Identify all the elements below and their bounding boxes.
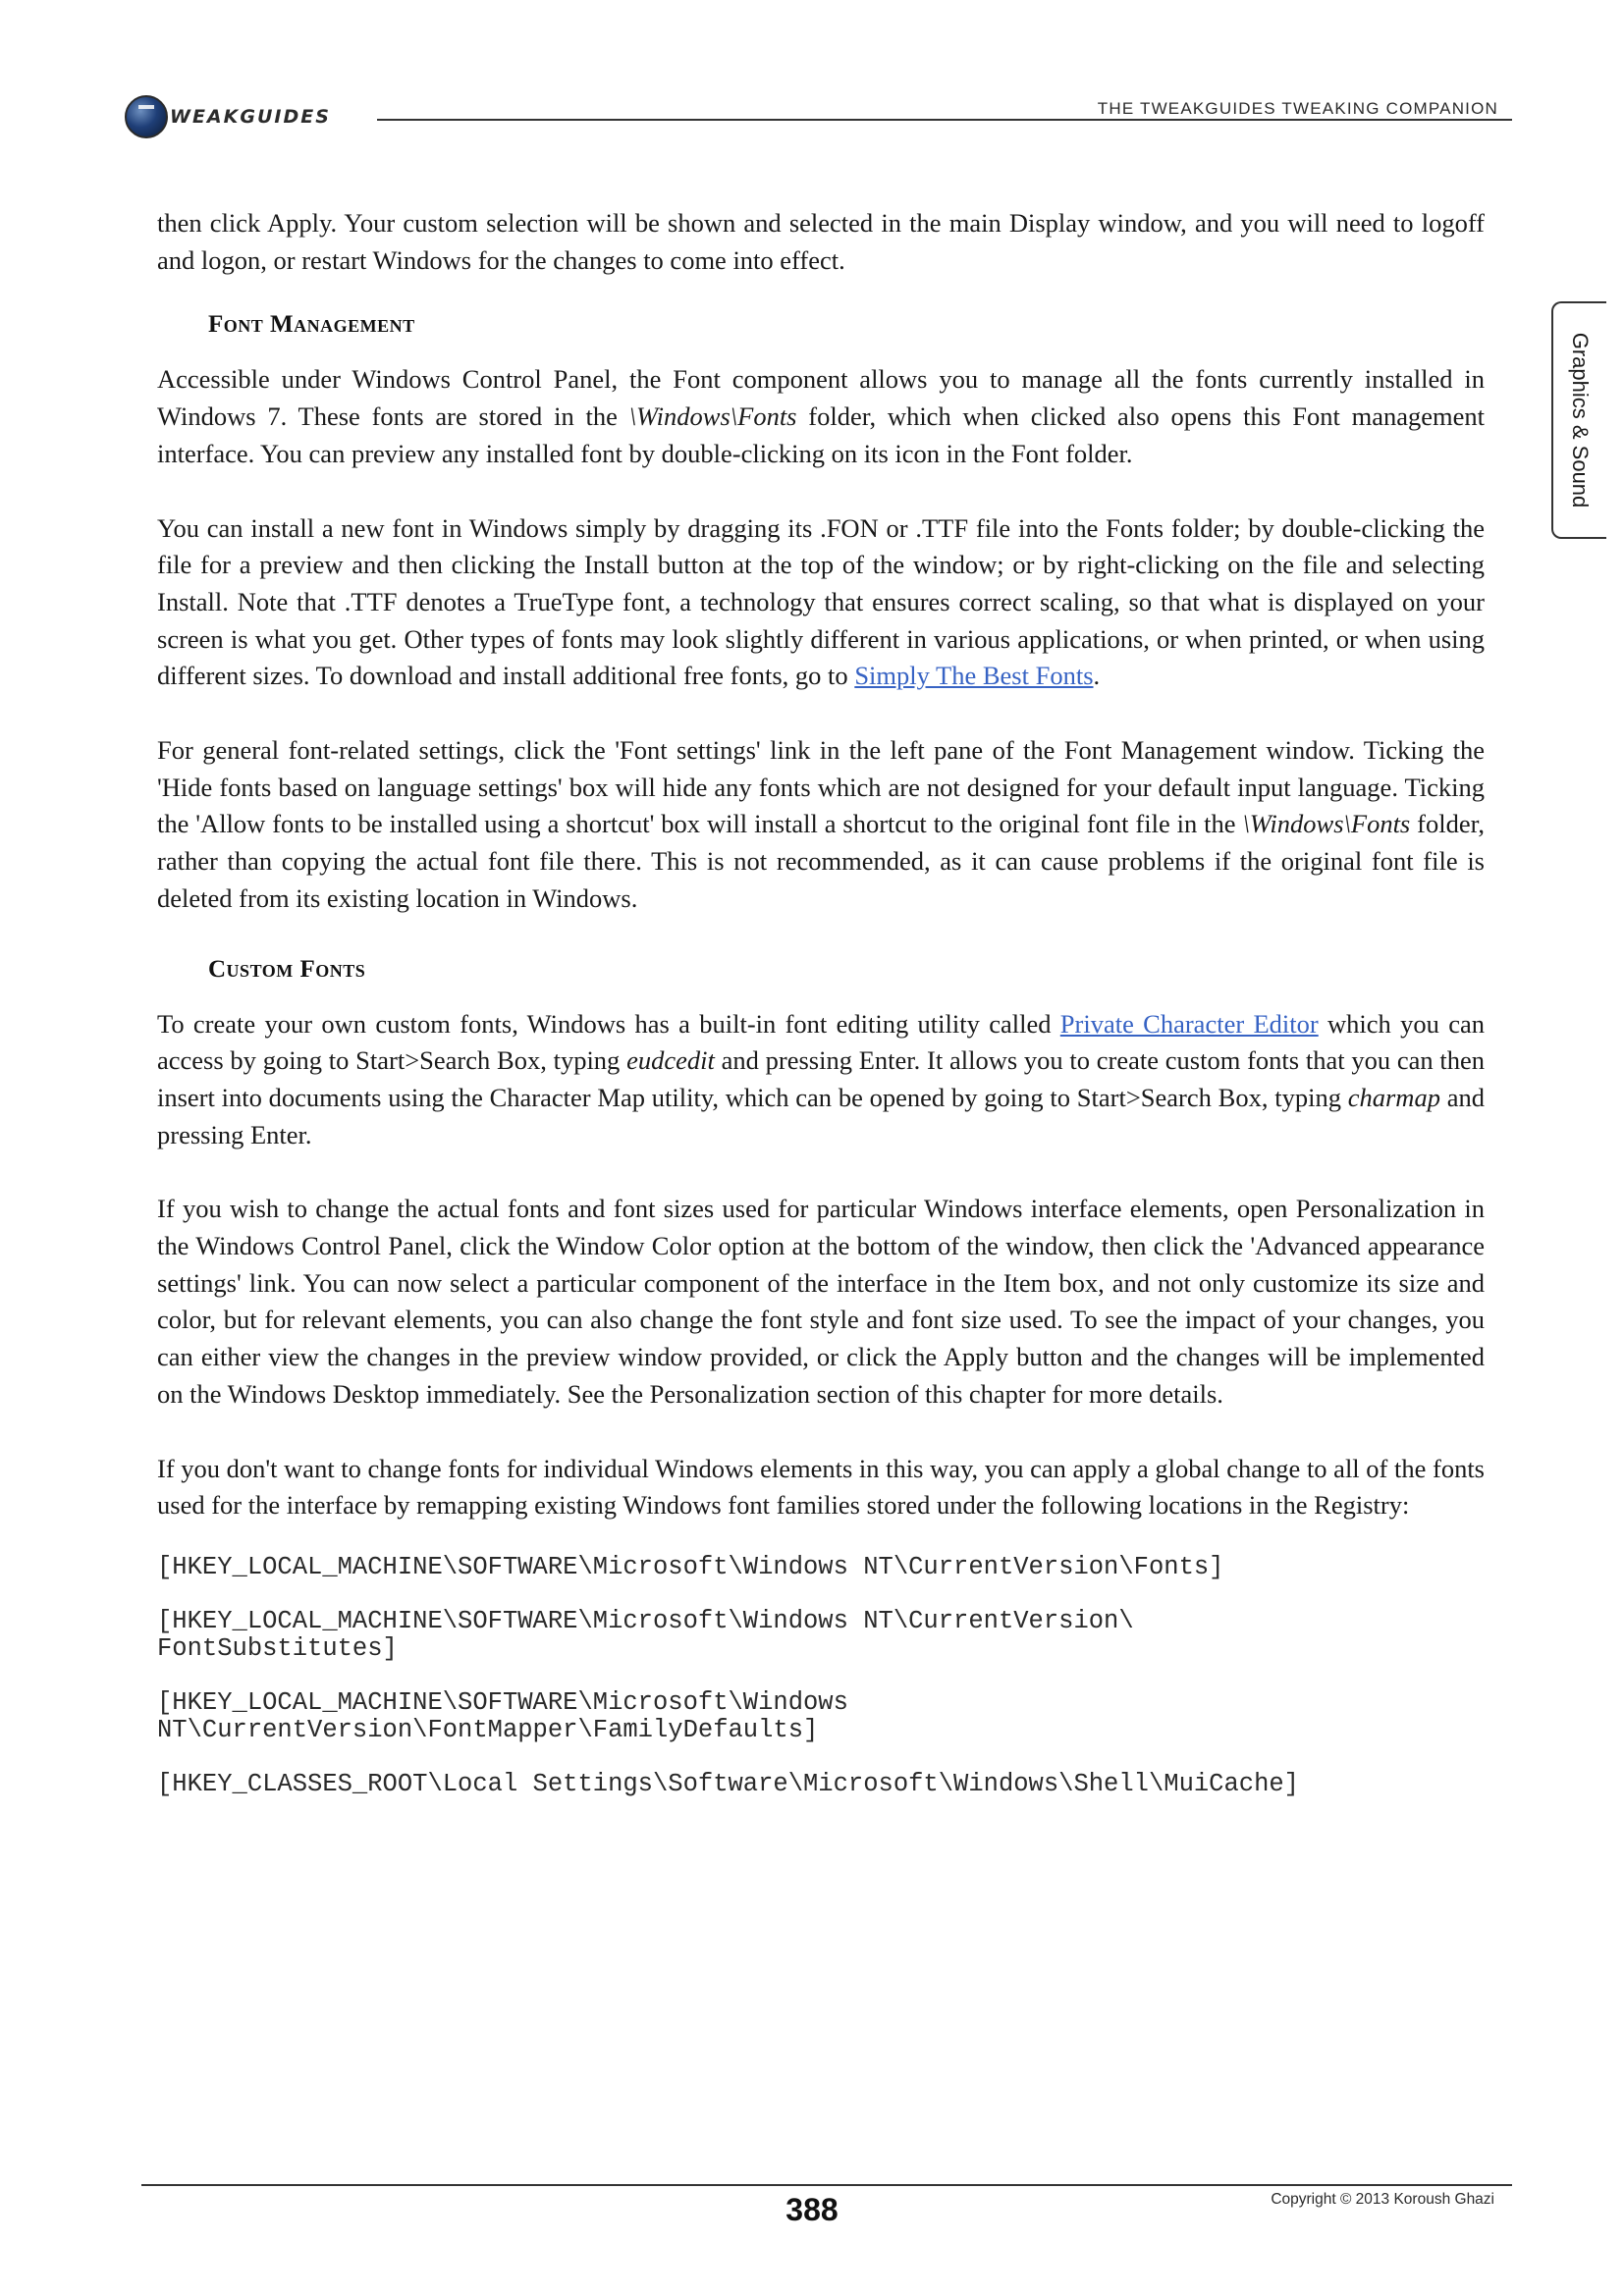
page-number: 388 — [785, 2192, 839, 2227]
text-run: For general font-related settings, click the 'Font settings' link in the left pane of the Font Management window. Ticking the 'Hide fonts based on language settings' box will hide any fonts which are not designed for your default input language. Ticking the 'Allow fonts to be installed using a shortcut' box will install a shortcut to the original font file in the — [157, 735, 1485, 839]
paragraph-font-component — [157, 361, 1485, 472]
text-run: which you can access by going to Start>Search Box, typing — [157, 1008, 1485, 1076]
chapter-side-tab — [1551, 301, 1606, 539]
logo-text: WEAKGUIDES — [170, 106, 331, 128]
paragraph-install-font — [157, 510, 1485, 696]
text-run: Accessible under Windows Control Panel, the Font component allows you to manage all the fonts currently installed in Windows 7. These fonts are stored in the — [157, 364, 1485, 432]
text-run: You can install a new font in Windows simply by dragging its .FON or .TTF file into the Fonts folder; by double-clicking the file for a preview and then clicking the Install button at the top of the window; or by right-clicking on the file and selecting Install. Note that .TTF denotes a TrueType font, a technology that ensures correct scaling, so that what is displayed on your screen is what you get. Other types of fonts may look slightly different in various applications, or when printed, or when using different sizes. To download and install additional free fonts, go to — [157, 512, 1485, 691]
running-header-title: THE TWEAKGUIDES TWEAKING COMPANION — [1097, 99, 1498, 118]
paragraph-custom-fonts — [157, 1006, 1485, 1154]
simply-the-best-fonts-link[interactable]: Simply The Best Fonts — [854, 661, 1094, 691]
registry-key: [HKEY_LOCAL_MACHINE\SOFTWARE\Microsoft\Windows NT\CurrentVersion\FontMapper\FamilyDefaults] — [157, 1687, 848, 1744]
registry-key: [HKEY_CLASSES_ROOT\Local Settings\Software\Microsoft\Windows\Shell\MuiCache] — [157, 1769, 1299, 1798]
section-heading-font-management: Font Management — [208, 311, 415, 339]
text-run: and pressing Enter. It allows you to create custom fonts that you can then insert into documents using the Character Map utility, which can be opened by going to Start>Search Box, typing — [157, 1045, 1485, 1112]
text-run: . — [1093, 661, 1101, 691]
header-divider — [377, 119, 1512, 121]
text-run: To create your own custom fonts, Windows has a built-in font editing utility called — [157, 1008, 1060, 1039]
copyright-notice: Copyright © 2013 Koroush Ghazi — [1271, 2191, 1494, 2208]
registry-key: [HKEY_LOCAL_MACHINE\SOFTWARE\Microsoft\Windows NT\CurrentVersion\Fonts] — [157, 1552, 1224, 1581]
section-heading-custom-fonts: Custom Fonts — [208, 955, 366, 983]
text-run: folder, rather than copying the actual font file there. This is not recommended, as it can cause problems if the original font file is deleted from its existing location in Windows. — [157, 809, 1485, 913]
page-content — [157, 205, 1485, 1825]
command-eudcedit: eudcedit — [626, 1045, 715, 1076]
paragraph-continuation: then click Apply. Your custom selection will be shown and selected in the main Display window, and you will need to logoff and logon, or restart Windows for the changes to come into effect. — [157, 208, 1485, 275]
paragraph-font-settings — [157, 732, 1485, 918]
chapter-tab-label: Graphics & Sound — [1568, 332, 1593, 508]
text-run: and pressing Enter. — [157, 1082, 1485, 1149]
site-logo — [125, 95, 331, 138]
folder-path: \Windows\Fonts — [1242, 809, 1411, 839]
globe-logo-icon — [125, 95, 168, 138]
registry-key: [HKEY_LOCAL_MACHINE\SOFTWARE\Microsoft\Windows NT\CurrentVersion\ FontSubstitutes] — [157, 1606, 1134, 1663]
paragraph-interface-fonts: If you wish to change the actual fonts and font sizes used for particular Windows interface elements, open Personalization in the Windows Control Panel, click the Window Color option at the bottom of the window, then click the 'Advanced appearance settings' link. You can now select a particular component of the interface in the Item box, and not only customize its size and color, but for relevant elements, you can also change the font style and font size used. To see the impact of your changes, you can either view the changes in the preview window provided, or click the Apply button and the changes will be implemented on the Windows Desktop immediately. See the Personalization section of this chapter for more details. — [157, 1194, 1485, 1409]
text-run: folder, which when clicked also opens this Font management interface. You can preview any installed font by double-clicking on its icon in the Font folder. — [157, 401, 1485, 468]
footer-divider — [141, 2184, 1512, 2186]
paragraph-registry-intro: If you don't want to change fonts for individual Windows elements in this way, you can apply a global change to all of the fonts used for the interface by remapping existing Windows font families stored under the following locations in the Registry: — [157, 1453, 1485, 1521]
private-character-editor-link[interactable]: Private Character Editor — [1059, 1008, 1319, 1039]
command-charmap: charmap — [1347, 1082, 1440, 1112]
folder-path: \Windows\Fonts — [628, 401, 797, 432]
